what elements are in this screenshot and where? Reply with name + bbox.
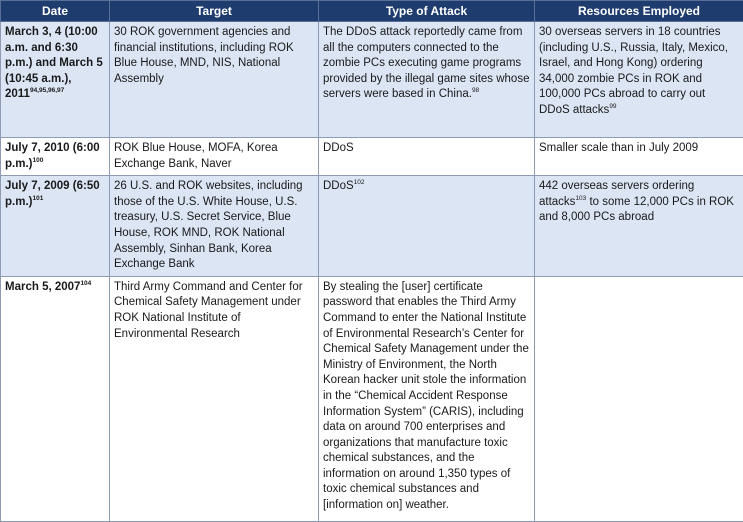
target-cell: 26 U.S. and ROK websites, including those of the U.S. White House, U.S. treasury, U.S. Secret Service, Blue House, ROK MND, ROK National Assembly, Sinhan Bank, Korea Exchange Bank: [110, 176, 319, 277]
target-cell: 30 ROK government agencies and financial institutions, including ROK Blue House, MND, NIS, National Assembly: [110, 22, 319, 138]
resources-cell: 30 overseas servers in 18 countries (including U.S., Russia, Italy, Mexico, Israel, and Hong Kong) ordering 34,000 zombie PCs in ROK and 100,000 PCs abroad to carry out DDoS attacks$^{99}$: [535, 22, 743, 138]
attack-cell: DDoS: [319, 138, 535, 176]
date-cell: March 5, 2007$^{104}$: [1, 276, 110, 521]
attack-cell: By stealing the [user] certificate password that enables the Third Army Command to enter the National Institute of Environmental Research’s Center for Chemical Safety Management under the Ministry of Environment, the North Korean hacker unit stole the information in the “Chemical Accident Response Information System” (CARIS), including data on around 700 enterprises and organizations that manufacture toxic chemical substances, and the information on around 1,350 types of toxic chemical substances and [information on] weather.: [319, 276, 535, 521]
resources-cell: Smaller scale than in July 2009: [535, 138, 743, 176]
header-resources: Resources Employed: [535, 1, 743, 22]
resources-cell: 442 overseas servers ordering attacks$^{103}$ to some 12,000 PCs in ROK and 8,000 PCs abroad: [535, 176, 743, 277]
target-cell: Third Army Command and Center for Chemical Safety Management under ROK National Institute of Environmental Research: [110, 276, 319, 521]
attack-cell: The DDoS attack reportedly came from all the computers connected to the zombie PCs executing game programs provided by the illegal game sites whose servers were based in China.$^{98}$: [319, 22, 535, 138]
date-cell: July 7, 2010 (6:00 p.m.)$^{100}$: [1, 138, 110, 176]
date-cell: March 3, 4 (10:00 a.m. and 6:30 p.m.) and March 5 (10:45 a.m.), 2011$^{94,95,96,97}$: [1, 22, 110, 138]
attack-cell: DDoS$^{102}$: [319, 176, 535, 277]
table-row: [1, 22, 743, 138]
target-cell: ROK Blue House, MOFA, Korea Exchange Bank, Naver: [110, 138, 319, 176]
header-row: [1, 1, 743, 22]
table-row: [1, 276, 743, 521]
table-row: [1, 138, 743, 176]
resources-cell: [535, 276, 743, 521]
date-cell: July 7, 2009 (6:50 p.m.)$^{101}$: [1, 176, 110, 277]
header-date: Date: [1, 1, 110, 22]
table-row: [1, 176, 743, 277]
header-target: Target: [110, 1, 319, 22]
header-attack-type: Type of Attack: [319, 1, 535, 22]
